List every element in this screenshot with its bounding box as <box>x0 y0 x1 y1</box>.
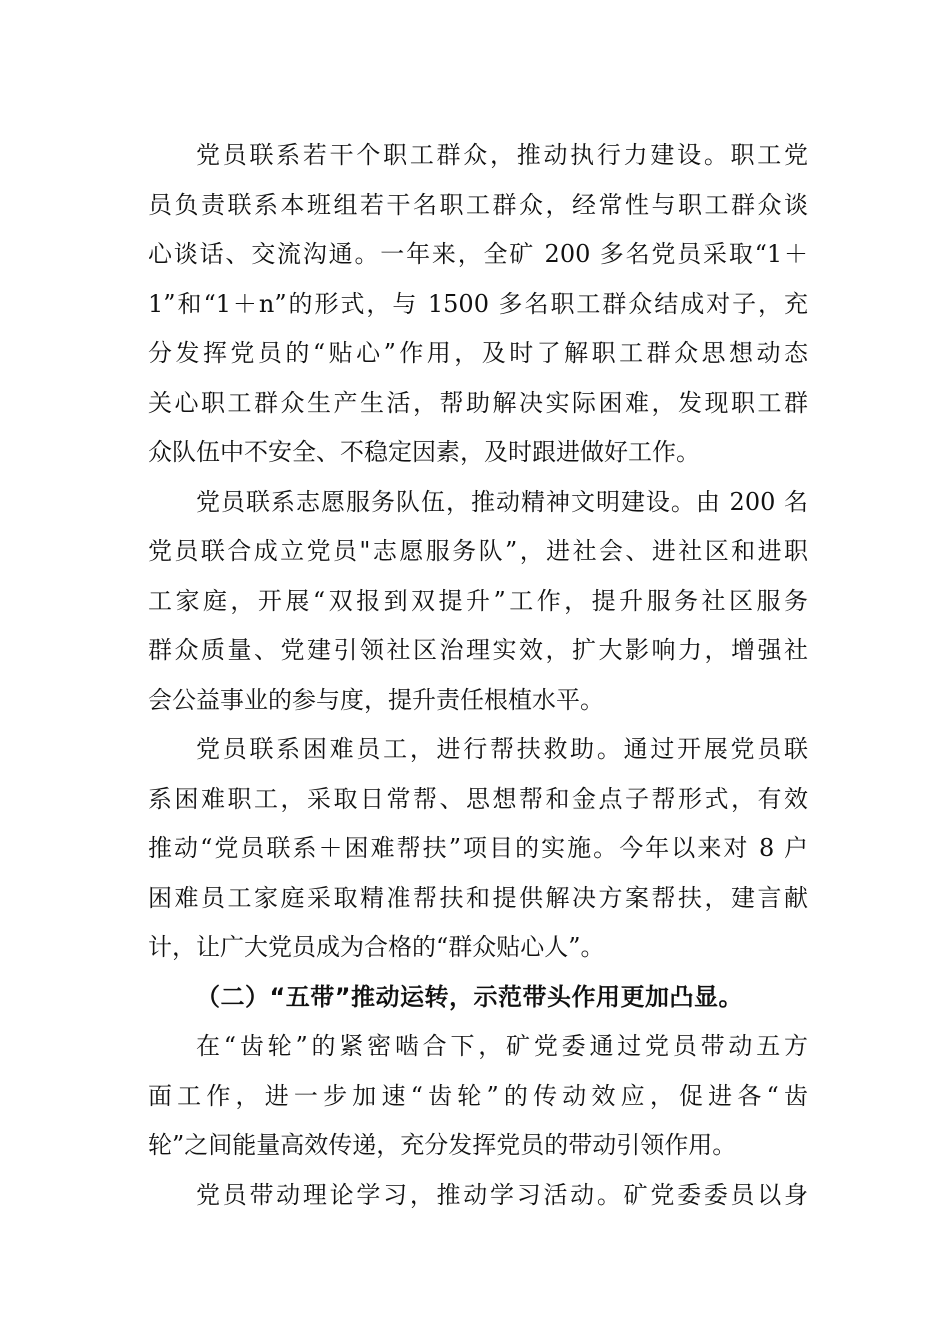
paragraph-3-line-1: 党员联系困难员工，进行帮扶救助。通过开展党员联 <box>196 735 808 763</box>
paragraph-4-line-2: 面工作，进一步加速“齿轮”的传动效应，促进各“齿 <box>148 1082 808 1110</box>
paragraph-3-line-2: 系困难职工，采取日常帮、思想帮和金点子帮形式，有效 <box>148 785 808 813</box>
paragraph-2-line-2: 党员联合成立党员"志愿服务队”，进社会、进社区和进职 <box>148 537 808 565</box>
paragraph-3-line-3: 推动“党员联系＋困难帮扶”项目的实施。今年以来对 8 户 <box>148 834 808 862</box>
paragraph-2-line-5: 会公益事业的参与度，提升责任根植水平。 <box>148 686 604 714</box>
paragraph-1-line-4: 1”和“1＋n”的形式，与 1500 多名职工群众结成对子，充 <box>148 290 808 318</box>
paragraph-1-line-2: 员负责联系本班组若干名职工群众，经常性与职工群众谈 <box>148 191 808 219</box>
paragraph-3-line-4: 困难员工家庭采取精准帮扶和提供解决方案帮扶，建言献 <box>148 884 808 912</box>
paragraph-4-line-1: 在“齿轮”的紧密啮合下，矿党委通过党员带动五方 <box>196 1032 808 1060</box>
paragraph-1-line-3: 心谈话、交流沟通。一年来，全矿 200 多名党员采取“1＋ <box>148 240 808 268</box>
paragraph-1-line-5: 分发挥党员的“贴心”作用，及时了解职工群众思想动态 <box>148 339 808 367</box>
paragraph-3-line-5: 计，让广大党员成为合格的“群众贴心人”。 <box>148 933 605 961</box>
paragraph-1-line-6: 关心职工群众生产生活，帮助解决实际困难，发现职工群 <box>148 389 808 417</box>
paragraph-2-line-4: 群众质量、党建引领社区治理实效，扩大影响力，增强社 <box>148 636 808 664</box>
section-heading: （二）“五带”推动运转，示范带头作用更加凸显。 <box>196 983 744 1011</box>
paragraph-1-line-7: 众队伍中不安全、不稳定因素，及时跟进做好工作。 <box>148 438 700 466</box>
paragraph-2-line-3: 工家庭，开展“双报到双提升”工作，提升服务社区服务 <box>148 587 808 615</box>
paragraph-5-line-1: 党员带动理论学习，推动学习活动。矿党委委员以身 <box>196 1181 808 1209</box>
paragraph-1-line-1: 党员联系若干个职工群众，推动执行力建设。职工党 <box>196 141 808 169</box>
paragraph-4-line-3: 轮”之间能量高效传递，充分发挥党员的带动引领作用。 <box>148 1131 737 1159</box>
paragraph-2-line-1: 党员联系志愿服务队伍，推动精神文明建设。由 200 名 <box>196 488 808 516</box>
